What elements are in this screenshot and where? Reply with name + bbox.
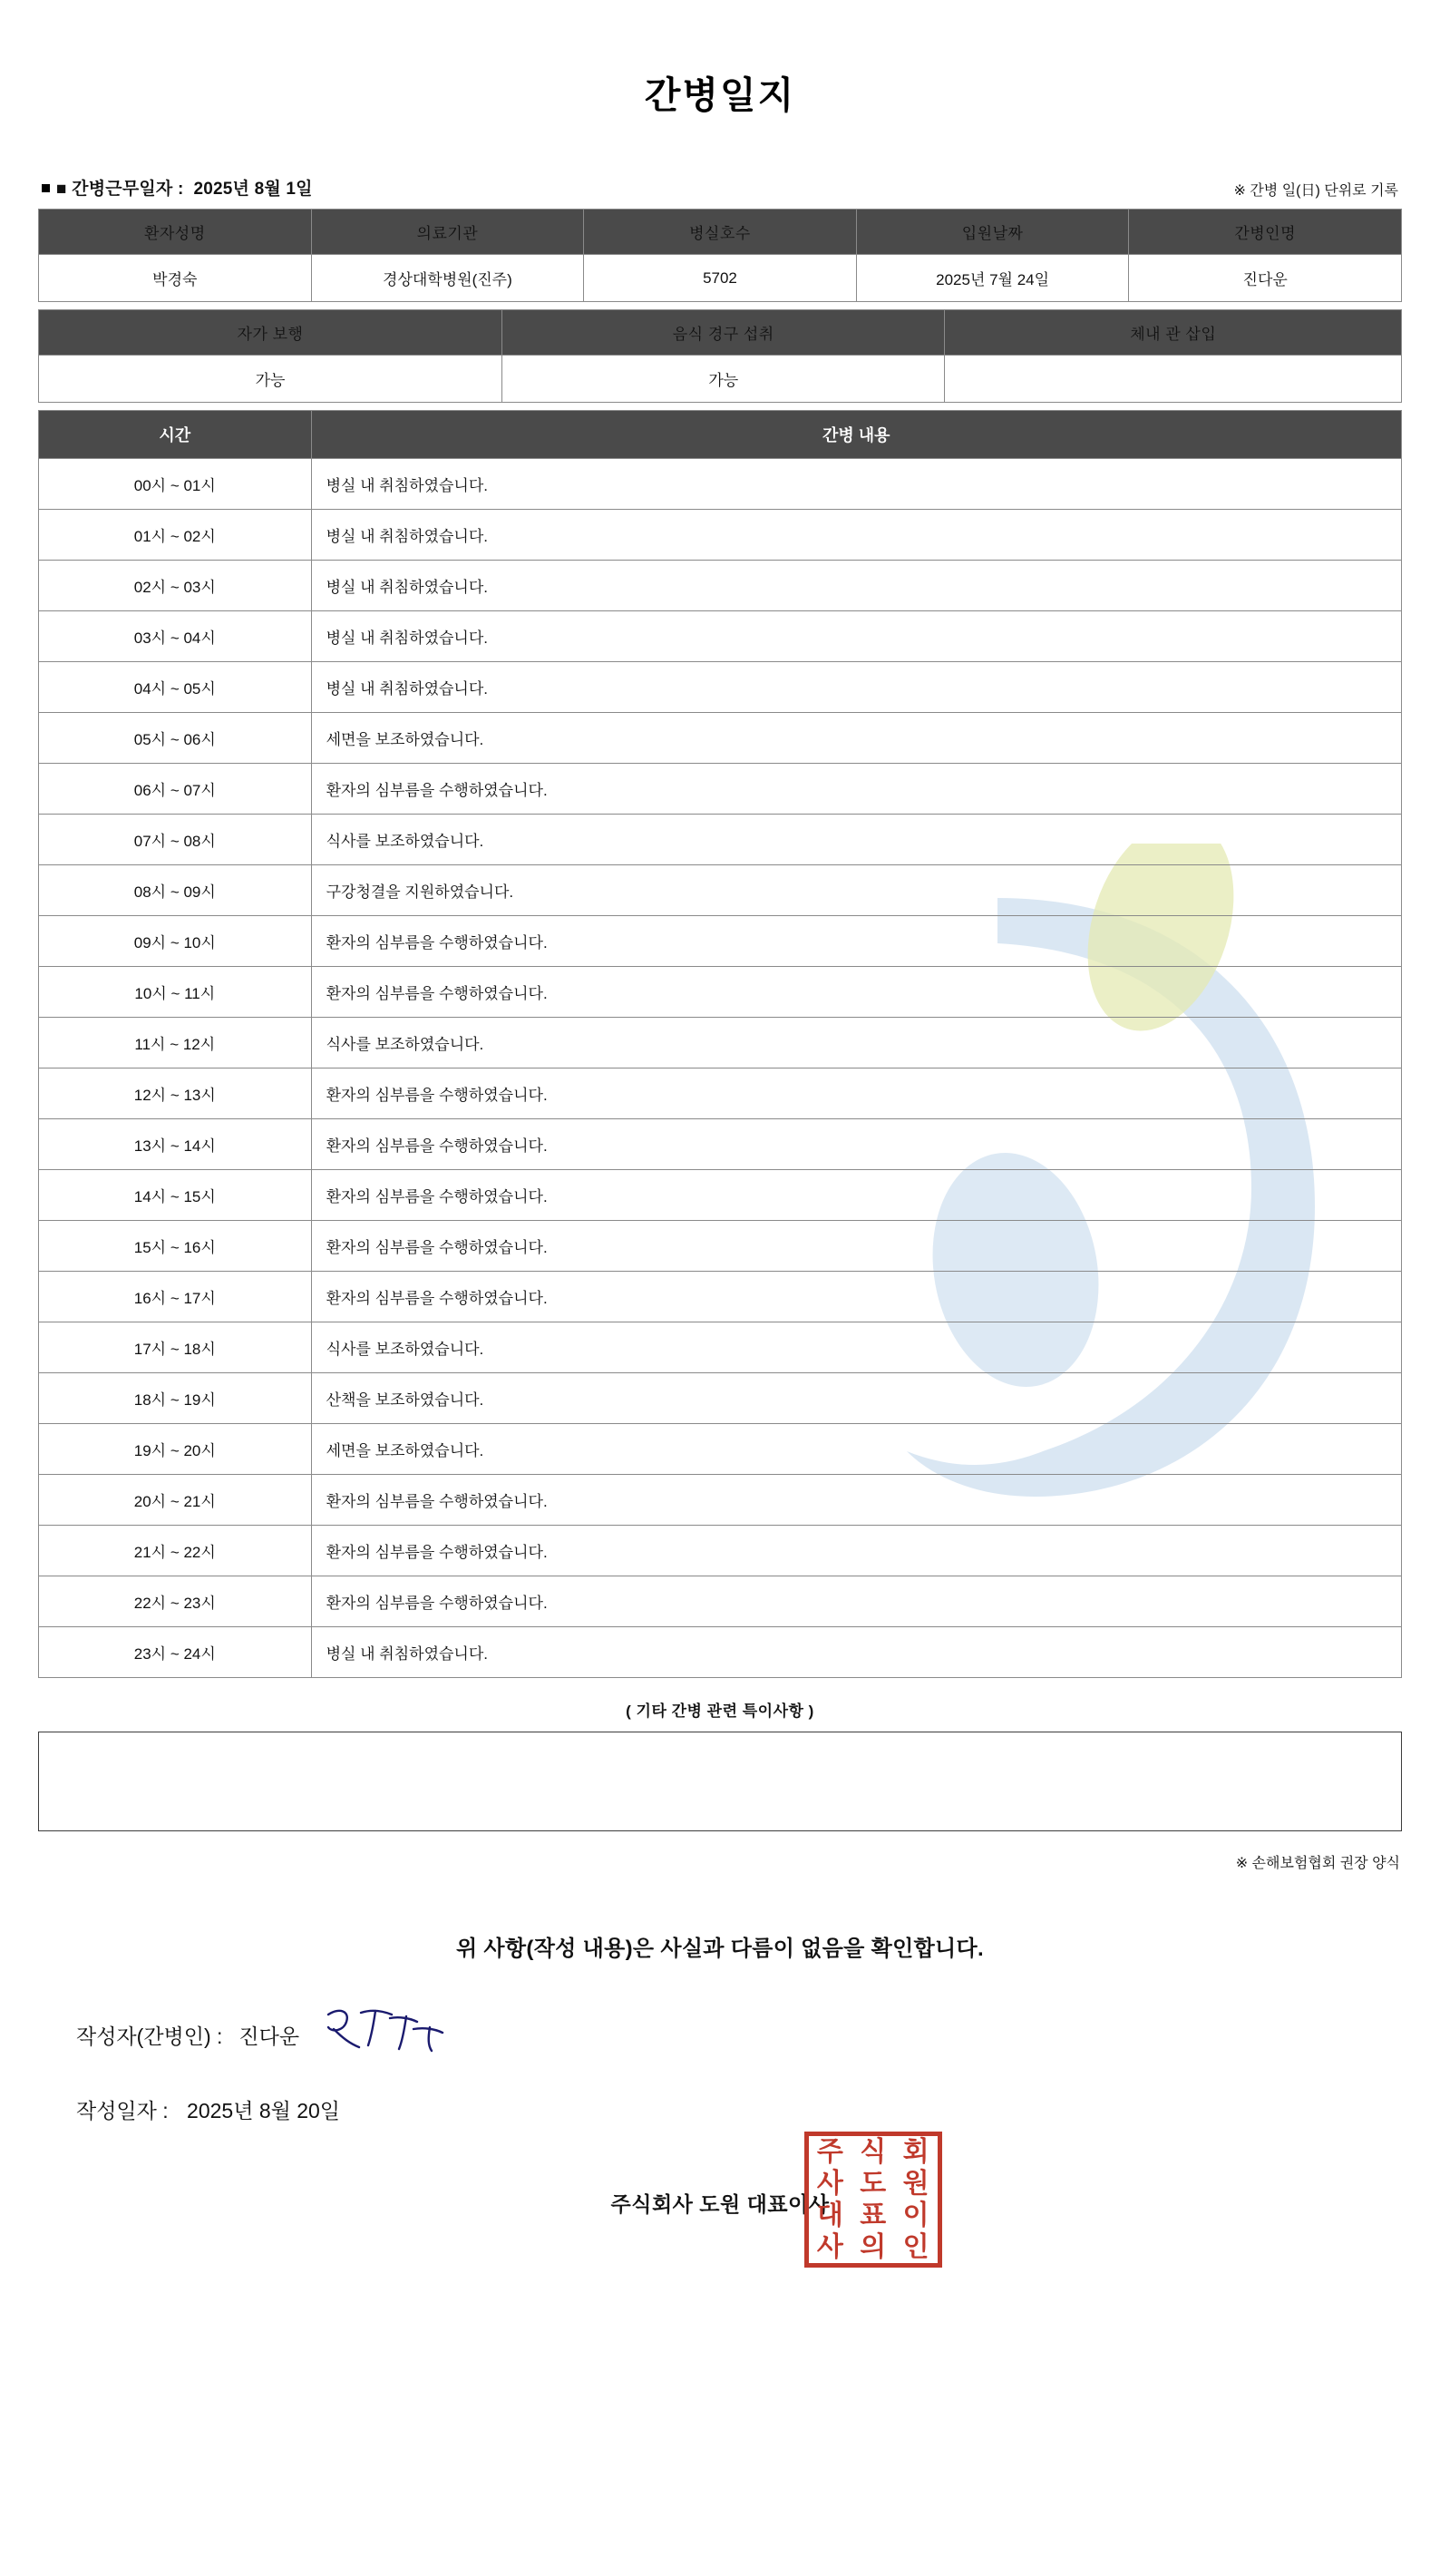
- work-date-label: ■ 간병근무일자 :: [56, 180, 184, 199]
- condition-table: [38, 309, 1402, 403]
- cell-care-content: 식사를 보조하였습니다.: [311, 1322, 1401, 1373]
- cell-time: 07시 ~ 08시: [39, 815, 312, 865]
- page-title: 간병일지: [644, 74, 796, 116]
- table-row: [39, 1424, 1402, 1475]
- cell-care-content: 식사를 보조하였습니다.: [311, 815, 1401, 865]
- table-row: [39, 1221, 1402, 1272]
- value-admission-date: 2025년 7월 24일: [856, 255, 1129, 302]
- write-date-label: 작성일자 :: [76, 2099, 169, 2122]
- table-row: [39, 356, 1402, 403]
- cell-time: 13시 ~ 14시: [39, 1119, 312, 1170]
- cell-care-content: 병실 내 취침하였습니다.: [311, 561, 1401, 611]
- table-row: [39, 1373, 1402, 1424]
- cell-time: 01시 ~ 02시: [39, 510, 312, 561]
- cell-care-content: 병실 내 취침하였습니다.: [311, 662, 1401, 713]
- table-row: [39, 1475, 1402, 1526]
- table-row: [39, 1576, 1402, 1627]
- table-row: [39, 1018, 1402, 1068]
- table-row: [39, 1322, 1402, 1373]
- notes-title: ( 기타 간병 관련 특이사항 ): [626, 1703, 814, 1720]
- table-row: [39, 764, 1402, 815]
- cell-time: 08시 ~ 09시: [39, 865, 312, 916]
- table-row: [39, 815, 1402, 865]
- cell-time: 12시 ~ 13시: [39, 1068, 312, 1119]
- bullet-icon: [42, 184, 50, 192]
- table-row: [39, 611, 1402, 662]
- meta-row: [38, 175, 1402, 200]
- cell-time: 15시 ~ 16시: [39, 1221, 312, 1272]
- cell-time: 18시 ~ 19시: [39, 1373, 312, 1424]
- cell-care-content: 병실 내 취침하였습니다.: [311, 1627, 1401, 1678]
- cell-time: 09시 ~ 10시: [39, 916, 312, 967]
- cell-time: 17시 ~ 18시: [39, 1322, 312, 1373]
- cell-time: 19시 ~ 20시: [39, 1424, 312, 1475]
- cell-care-content: 환자의 심부름을 수행하였습니다.: [311, 1272, 1401, 1322]
- patient-info-table: [38, 209, 1402, 302]
- cell-care-content: 환자의 심부름을 수행하였습니다.: [311, 1119, 1401, 1170]
- cell-time: 06시 ~ 07시: [39, 764, 312, 815]
- cell-care-content: 식사를 보조하였습니다.: [311, 1018, 1401, 1068]
- cell-care-content: 병실 내 취침하였습니다.: [311, 611, 1401, 662]
- table-header-row: [39, 310, 1402, 356]
- stamp-char: 의: [860, 2231, 887, 2262]
- cell-care-content: 환자의 심부름을 수행하였습니다.: [311, 1068, 1401, 1119]
- table-header-row: [39, 411, 1402, 459]
- value-caregiver-name: 진다운: [1129, 255, 1402, 302]
- unit-note: ※ 간병 일(日) 단위로 기록: [1233, 183, 1398, 199]
- table-row: [39, 916, 1402, 967]
- table-row: [39, 1068, 1402, 1119]
- table-row: [39, 459, 1402, 510]
- header-time: 시간: [39, 411, 312, 459]
- company-stamp-icon: [804, 2132, 942, 2268]
- header-tube-insertion: 체내 관 삽입: [945, 310, 1402, 356]
- cell-time: 05시 ~ 06시: [39, 713, 312, 764]
- table-row: [39, 865, 1402, 916]
- table-row: [39, 561, 1402, 611]
- header-oral-intake: 음식 경구 섭취: [502, 310, 945, 356]
- table-header-row: [39, 210, 1402, 255]
- table-row: [39, 1526, 1402, 1576]
- header-admission-date: 입원날짜: [856, 210, 1129, 255]
- stamp-char: 표: [860, 2200, 887, 2230]
- cell-time: 04시 ~ 05시: [39, 662, 312, 713]
- cell-care-content: 환자의 심부름을 수행하였습니다.: [311, 1221, 1401, 1272]
- stamp-char: 주: [816, 2136, 844, 2167]
- cell-care-content: 환자의 심부름을 수행하였습니다.: [311, 1576, 1401, 1627]
- work-date: [42, 175, 313, 200]
- value-tube-insertion: [945, 356, 1402, 403]
- stamp-char: 인: [902, 2231, 930, 2262]
- header-caregiver-name: 간병인명: [1129, 210, 1402, 255]
- cell-time: 10시 ~ 11시: [39, 967, 312, 1018]
- work-date-value: 2025년 8월 1일: [193, 180, 313, 199]
- header-patient-name: 환자성명: [39, 210, 312, 255]
- value-oral-intake: 가능: [502, 356, 945, 403]
- stamp-char: 원: [902, 2168, 930, 2199]
- write-date-value: 2025년 8월 20일: [187, 2099, 341, 2122]
- table-row: [39, 255, 1402, 302]
- table-row: [39, 1627, 1402, 1678]
- value-room-number: 5702: [584, 255, 857, 302]
- stamp-char: 사: [816, 2168, 844, 2199]
- cell-care-content: 환자의 심부름을 수행하였습니다.: [311, 916, 1401, 967]
- value-hospital: 경상대학병원(진주): [311, 255, 584, 302]
- writer-label: 작성자(간병인) :: [76, 2024, 223, 2048]
- cell-time: 02시 ~ 03시: [39, 561, 312, 611]
- cell-time: 22시 ~ 23시: [39, 1576, 312, 1627]
- cell-care-content: 환자의 심부름을 수행하였습니다.: [311, 1475, 1401, 1526]
- table-row: [39, 1272, 1402, 1322]
- cell-care-content: 환자의 심부름을 수행하였습니다.: [311, 967, 1401, 1018]
- cell-care-content: 세면을 보조하였습니다.: [311, 1424, 1401, 1475]
- value-self-walking: 가능: [39, 356, 502, 403]
- table-row: [39, 967, 1402, 1018]
- cell-time: 11시 ~ 12시: [39, 1018, 312, 1068]
- stamp-char: 사: [816, 2231, 844, 2262]
- value-patient-name: 박경숙: [39, 255, 312, 302]
- association-note: ※ 손해보험협회 권장 양식: [1235, 1856, 1400, 1871]
- cell-time: 14시 ~ 15시: [39, 1170, 312, 1221]
- writer-name: 진다운: [238, 2024, 300, 2048]
- cell-care-content: 병실 내 취침하였습니다.: [311, 510, 1401, 561]
- cell-care-content: 환자의 심부름을 수행하였습니다.: [311, 1526, 1401, 1576]
- cell-care-content: 산책을 보조하였습니다.: [311, 1373, 1401, 1424]
- table-row: [39, 1119, 1402, 1170]
- cell-care-content: 세면을 보조하였습니다.: [311, 713, 1401, 764]
- header-hospital: 의료기관: [311, 210, 584, 255]
- table-row: [39, 1170, 1402, 1221]
- cell-time: 21시 ~ 22시: [39, 1526, 312, 1576]
- cell-time: 20시 ~ 21시: [39, 1475, 312, 1526]
- stamp-char: 도: [860, 2168, 887, 2199]
- cell-time: 03시 ~ 04시: [39, 611, 312, 662]
- company-row: [38, 2136, 1402, 2262]
- table-row: [39, 662, 1402, 713]
- notes-box[interactable]: [38, 1732, 1402, 1831]
- cell-time: 00시 ~ 01시: [39, 459, 312, 510]
- header-care-content: 간병 내용: [311, 411, 1401, 459]
- writer-row: [76, 2007, 1402, 2062]
- cell-time: 16시 ~ 17시: [39, 1272, 312, 1322]
- cell-care-content: 병실 내 취침하였습니다.: [311, 459, 1401, 510]
- write-date-row: [76, 2094, 1402, 2124]
- stamp-char: 식: [860, 2136, 887, 2167]
- table-row: [39, 510, 1402, 561]
- header-room-number: 병실호수: [584, 210, 857, 255]
- cell-care-content: 환자의 심부름을 수행하였습니다.: [311, 1170, 1401, 1221]
- cell-care-content: 구강청결을 지원하였습니다.: [311, 865, 1401, 916]
- header-self-walking: 자가 보행: [39, 310, 502, 356]
- confirmation-statement: 위 사항(작성 내용)은 사실과 다름이 없음을 확인합니다.: [455, 1937, 984, 1961]
- stamp-char: 이: [902, 2200, 930, 2230]
- stamp-char: 회: [902, 2136, 930, 2167]
- company-text: 주식회사 도원 대표이사: [610, 2192, 830, 2216]
- table-row: [39, 713, 1402, 764]
- cell-care-content: 환자의 심부름을 수행하였습니다.: [311, 764, 1401, 815]
- care-log-table: [38, 410, 1402, 1678]
- signature-icon: [319, 2002, 455, 2056]
- cell-time: 23시 ~ 24시: [39, 1627, 312, 1678]
- stamp-char: 대: [816, 2200, 844, 2230]
